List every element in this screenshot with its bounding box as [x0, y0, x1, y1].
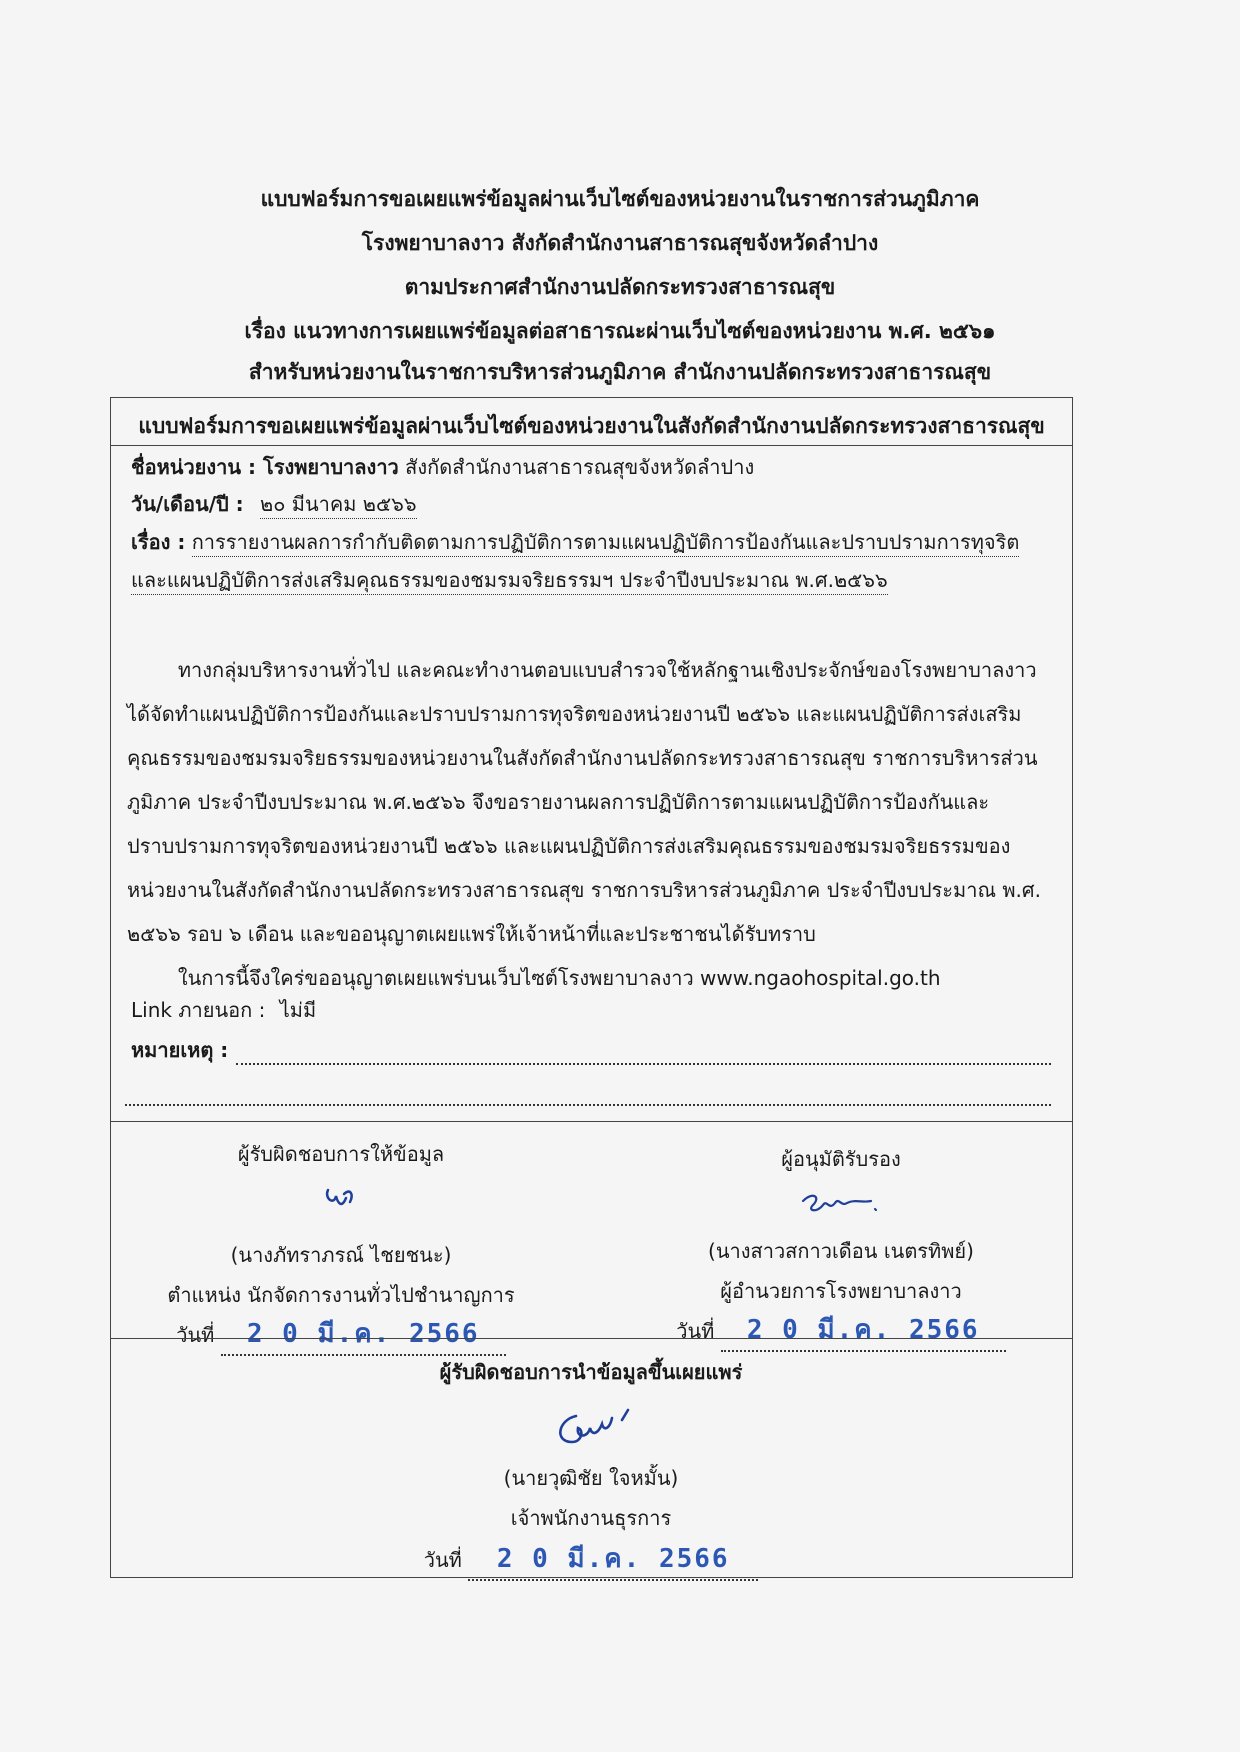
header-line-5: สำหรับหน่วยงานในราชการบริหารส่วนภูมิภาค สำนักงานปลัดกระทรวงสาธารณสุข: [248, 360, 992, 384]
body-line: ในการนี้จึงใคร่ขออนุญาตเผยแพร่บนเว็บไซต์โรงพยาบาลงาว www.ngaohospital.go.th: [127, 966, 941, 990]
publisher-heading: ผู้รับผิดชอบการนำข้อมูลขึ้นเผยแพร่: [439, 1360, 743, 1384]
responsible-position: ตำแหน่ง นักจัดการงานทั่วไปชำนาญการ: [167, 1283, 515, 1307]
approver-date-row: [631, 1309, 1051, 1352]
note-dotted-line: [125, 1104, 1051, 1106]
responsible-heading: ผู้รับผิดชอบการให้ข้อมูล: [237, 1142, 445, 1166]
date-label: วัน/เดือน/ปี :: [131, 492, 244, 516]
body-paragraph: [127, 648, 1062, 1000]
date-label: วันที่: [423, 1548, 462, 1572]
approver-position: ผู้อำนวยการโรงพยาบาลงาว: [720, 1279, 962, 1303]
link-value: ไม่มี: [279, 998, 317, 1022]
date-stamp: 2 0 มี.ค. 2566: [496, 1544, 730, 1574]
subject-line-1: การรายงานผลการกำกับติดตามการปฏิบัติการตามแผนปฏิบัติการป้องกันและปราบปรามการทุจริต: [192, 530, 1020, 557]
responsible-date-row: [131, 1313, 551, 1356]
agency-value: สังกัดสำนักงานสาธารณสุขจังหวัดลำปาง: [405, 455, 755, 479]
body-line: ปราบปรามการทุจริตของหน่วยงานปี ๒๕๖๖ และแผนปฏิบัติการส่งเสริมคุณธรรมของชมรมจริยธรรมของ: [127, 834, 1011, 858]
approver-name: (นางสาวสกาวเดือน เนตรทิพย์): [708, 1239, 974, 1263]
agency-row: [131, 451, 754, 483]
body-line: ภูมิภาค ประจำปีงบประมาณ พ.ศ.๒๕๖๖ จึงขอรายงานผลการปฏิบัติการตามแผนปฏิบัติการป้องกันและ: [127, 790, 990, 814]
subject-row: [131, 526, 1019, 558]
link-label: Link ภายนอก :: [131, 998, 266, 1022]
date-label: วันที่: [676, 1319, 715, 1343]
publisher-name: (นายวุฒิชัย ใจหมั้น): [503, 1466, 679, 1490]
publisher-position: เจ้าพนักงานธุรการ: [510, 1506, 672, 1530]
responsible-name: (นางภัทราภรณ์ ไชยชนะ): [230, 1243, 452, 1267]
link-row: [131, 994, 316, 1026]
note-label: หมายเหตุ :: [131, 1038, 229, 1062]
subject-line-2: และแผนปฏิบัติการส่งเสริมคุณธรรมของชมรมจริยธรรมฯ ประจำปีงบประมาณ พ.ศ.๒๕๖๖: [131, 568, 888, 595]
note-dotted-line: [236, 1063, 1051, 1065]
responsible-signature-block: [131, 1138, 551, 1356]
header-line-1: แบบฟอร์มการขอเผยแพร่ข้อมูลผ่านเว็บไซต์ของหน่วยงานในราชการส่วนภูมิภาค: [260, 187, 980, 211]
subject-label: เรื่อง :: [131, 530, 186, 554]
note-row: [131, 1034, 228, 1066]
form-title: แบบฟอร์มการขอเผยแพร่ข้อมูลผ่านเว็บไซต์ของหน่วยงานในสังกัดสำนักงานปลัดกระทรวงสาธารณสุข: [138, 414, 1045, 438]
divider: [111, 1121, 1072, 1122]
body-line: ทางกลุ่มบริหารงานทั่วไป และคณะทำงานตอบแบบสำรวจใช้หลักฐานเชิงประจักษ์ของโรงพยาบาลงาว: [127, 658, 1037, 682]
body-line: หน่วยงานในสังกัดสำนักงานปลัดกระทรวงสาธารณสุข ราชการบริหารส่วนภูมิภาค ประจำปีงบประมาณ พ.ศ.: [127, 878, 1041, 902]
header-line-4: เรื่อง แนวทางการเผยแพร่ข้อมูลต่อสาธารณะผ่านเว็บไซต์ของหน่วยงาน พ.ศ. ๒๕๖๑: [244, 319, 996, 343]
handwritten-signature: [306, 1176, 376, 1226]
date-stamp: 2 0 มี.ค. 2566: [246, 1319, 480, 1349]
form-box: [110, 397, 1073, 1578]
body-line: คุณธรรมของชมรมจริยธรรมของหน่วยงานในสังกัดสำนักงานปลัดกระทรวงสาธารณสุข ราชการบริหารส่วน: [127, 746, 1038, 770]
divider: [111, 1338, 1072, 1339]
date-row: [131, 488, 417, 520]
approver-heading: ผู้อนุมัติรับรอง: [781, 1147, 901, 1171]
approver-signature-block: [631, 1143, 1051, 1352]
publisher-date-row: [341, 1538, 841, 1581]
header-line-3: ตามประกาศสำนักงานปลัดกระทรวงสาธารณสุข: [404, 275, 836, 299]
agency-label: ชื่อหน่วยงาน : โรงพยาบาลงาว: [131, 455, 399, 479]
date-label: วันที่: [176, 1323, 215, 1347]
body-line: ได้จัดทำแผนปฏิบัติการป้องกันและปราบปรามการทุจริตของหน่วยงานปี ๒๕๖๖ และแผนปฏิบัติการส่งเสริม: [127, 702, 1022, 726]
divider: [111, 445, 1072, 446]
handwritten-signature: [791, 1179, 891, 1224]
date-stamp: 2 0 มี.ค. 2566: [746, 1315, 980, 1345]
subject-row-2: [131, 564, 888, 596]
header-line-2: โรงพยาบาลงาว สังกัดสำนักงานสาธารณสุขจังหวัดลำปาง: [361, 231, 879, 255]
publisher-signature-block: [341, 1356, 841, 1581]
handwritten-signature: [536, 1402, 646, 1457]
date-value: ๒๐ มีนาคม ๒๕๖๖: [260, 492, 416, 519]
body-line: ๒๕๖๖ รอบ ๖ เดือน และขออนุญาตเผยแพร่ให้เจ้าหน้าที่และประชาชนได้รับทราบ: [127, 922, 816, 946]
